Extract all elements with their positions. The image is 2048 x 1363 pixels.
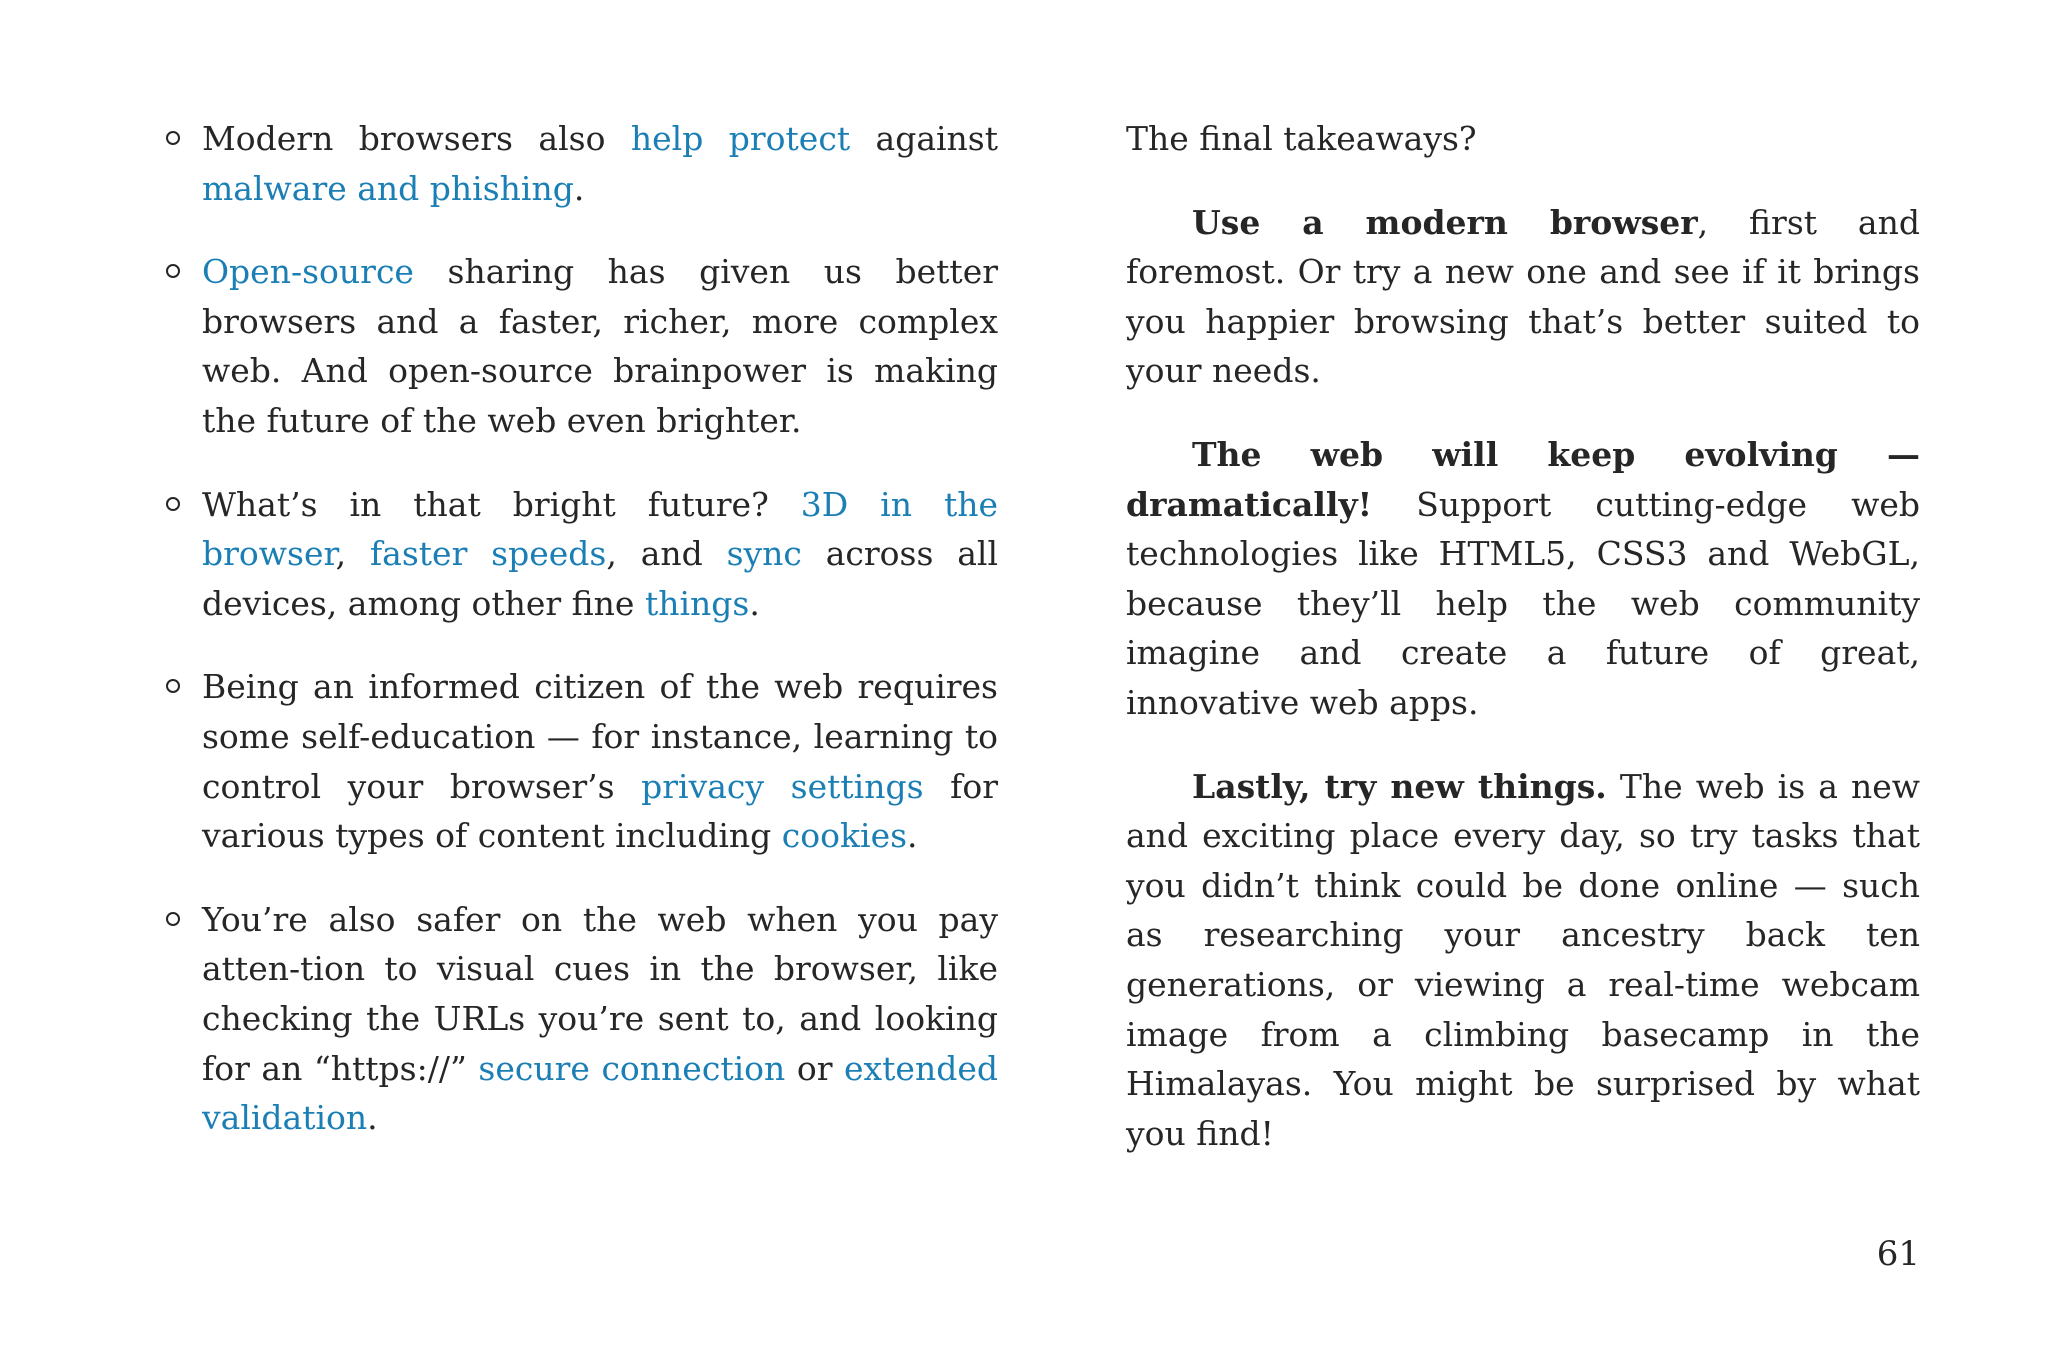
bullet-item [166,114,998,213]
link-3d-in-the-browser[interactable]: 3D in the browser [202,484,998,574]
text-run: sharing has given us better browsers and a faster, richer, more complex web. And open-source brainpower is making the future of the web even brighter. [202,252,998,440]
hollow-circle-bullet-icon [166,497,180,511]
link-extended-validation[interactable]: extended validation [202,1048,998,1138]
hollow-circle-bullet-icon [166,131,180,145]
link-cookies[interactable]: cookies [781,816,908,856]
right-column [1126,114,1920,1192]
page-number: 61 [1876,1234,1920,1274]
text-run: . [749,583,760,623]
text-run: Support cutting-edge web technologies like HTML5, CSS3 and WebGL, because they’ll help the web community imagine and create a future of great, innovative web apps. [1126,484,1920,722]
bold-lead: Use a modern browser [1192,202,1698,242]
text-run: You’re also safer on the web when you pay atten-tion to visual cues in the browser, like checking the URLs you’re sent to, and looking for an “https://” [202,899,998,1088]
link-help-protect[interactable]: help protect [630,119,851,158]
text-run: Modern browsers also [202,119,631,158]
link-secure-connection[interactable]: secure connection [478,1048,786,1088]
text-run: , [335,534,370,574]
link-faster-speeds[interactable]: faster speeds [369,534,607,574]
takeaway-paragraph [1126,430,1920,728]
takeaway-paragraph [1126,198,1920,396]
text-run: , first and foremost. Or try a new one and see if it brings you happier browsing that’s better suited to your needs. [1126,202,1920,391]
text-run: or [785,1048,845,1088]
bullet-item [166,895,998,1143]
text-run: The web is a new and exciting place every day, so try tasks that you didn’t think could be done online — such as researching your ancestry back ten generations, or viewing a real-time webcam image from a climbing basecamp in the Himalayas. You might be surprised by what you find! [1126,766,1920,1153]
takeaway-paragraph [1126,762,1920,1159]
text-run: . [907,816,918,856]
text-run: against [850,119,998,158]
text-run: across all devices, among other fine [202,534,999,623]
intro-line: The final takeaways? [1126,119,1477,158]
hollow-circle-bullet-icon [166,912,180,926]
text-run: Being an informed citizen of the web requires some self-education — for instance, learning to control your browser’s [202,667,998,806]
text-run: , and [606,534,727,574]
text-run: . [367,1098,378,1138]
link-malware-and-phishing[interactable]: malware and phishing [202,168,574,208]
bullet-item [166,480,998,629]
bullet-item [166,662,998,860]
hollow-circle-bullet-icon [166,679,180,693]
bold-lead: Lastly, try new things. [1192,766,1607,806]
bold-lead: The web will keep evolving — dramatically! [1126,434,1920,524]
left-column [166,114,998,1177]
text-run: . [573,168,585,208]
hollow-circle-bullet-icon [166,264,180,278]
text-run: What’s in that bright future? [202,484,801,524]
link-privacy-settings[interactable]: privacy settings [641,766,924,806]
link-sync[interactable]: sync [726,534,802,574]
text-run: for various types of content including [202,766,998,856]
bullet-item [166,247,998,445]
link-things[interactable]: things [644,583,750,623]
link-open-source[interactable]: Open-source [202,252,414,292]
